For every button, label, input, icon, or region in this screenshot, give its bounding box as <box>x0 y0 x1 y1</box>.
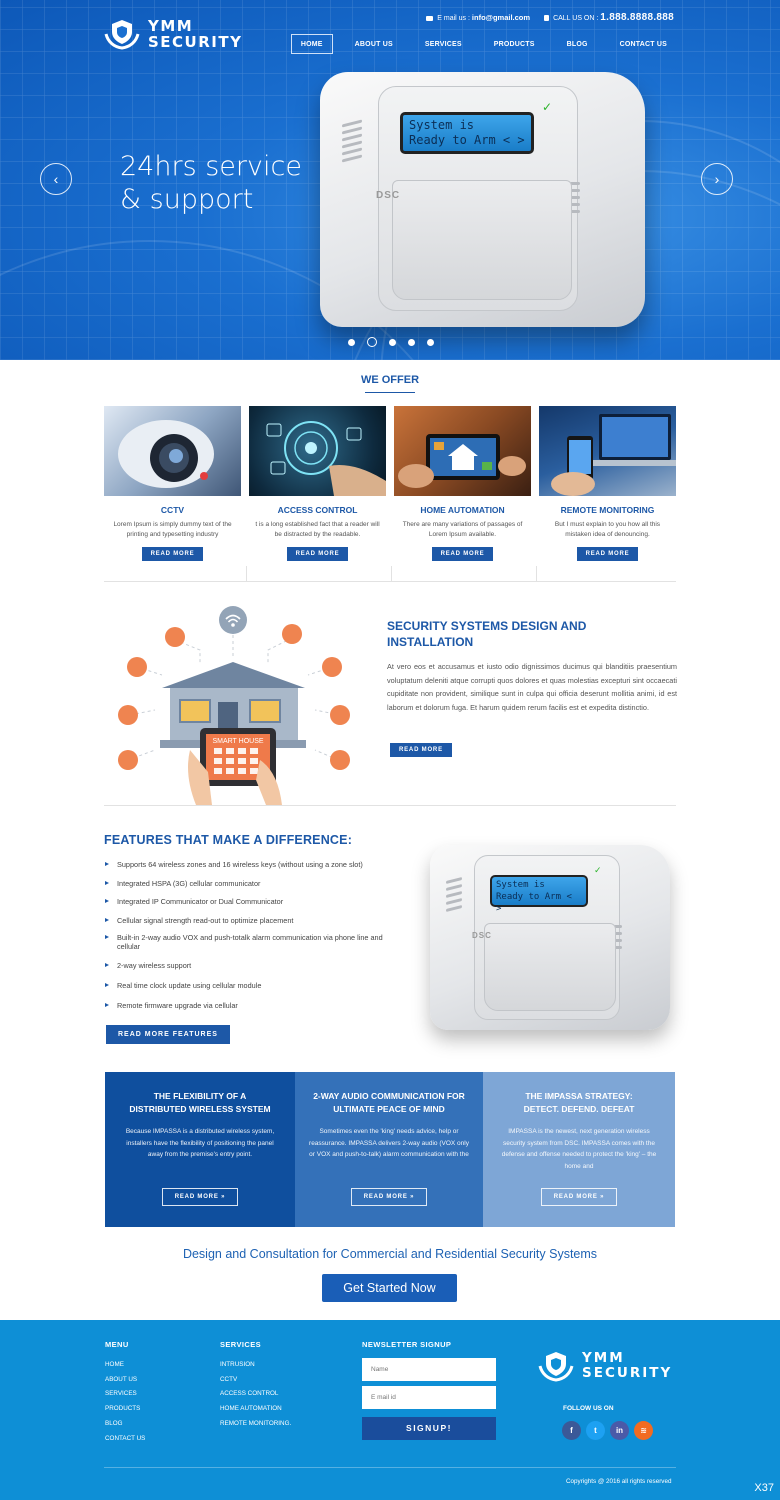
slider-next-button[interactable] <box>701 163 733 195</box>
features-title: FEATURES THAT MAKE A DIFFERENCE: <box>104 833 353 847</box>
hero-banner <box>0 0 780 360</box>
nav-contact[interactable]: CONTACT US <box>619 41 667 48</box>
column-text: Because IMPASSA is a distributed wireless system, installers have the flexibility of positioning the panel away from the premise's entry point. <box>125 1128 275 1158</box>
offer-title: REMOTE MONITORING <box>560 505 655 515</box>
slider-dots <box>348 337 434 347</box>
slider-dot[interactable] <box>348 339 355 346</box>
feature-item: Integrated HSPA (3G) cellular communicator <box>104 879 394 898</box>
access-control-image[interactable] <box>249 406 386 496</box>
newsletter-name-input[interactable] <box>362 1358 496 1381</box>
offer-text: t is a long established fact that a reader will be distracted by the readable. <box>255 521 380 538</box>
footer-menu <box>105 1340 145 1446</box>
corner-code: X37 <box>754 1482 774 1494</box>
offer-text: There are many variations of passages of Lorem Ipsum available. <box>402 521 523 538</box>
column-read-more-button[interactable]: READ MORE » <box>351 1188 427 1206</box>
footer-services-title: SERVICES <box>220 1340 261 1349</box>
site-logo[interactable]: YMM SECURITY <box>104 18 242 50</box>
newsletter-title: NEWSLETTER SIGNUP <box>362 1340 452 1349</box>
rss-icon[interactable]: ≋ <box>634 1421 653 1440</box>
footer-link-services[interactable]: SERVICES <box>105 1390 137 1398</box>
footer-link-access-control[interactable]: ACCESS CONTROL <box>220 1390 279 1398</box>
offer-text: Lorem Ipsum is simply dummy text of the printing and typesetting industry <box>113 521 232 538</box>
signup-button[interactable]: SIGNUP! <box>362 1417 496 1440</box>
envelope-icon <box>426 16 433 21</box>
home-automation-image[interactable] <box>394 406 531 496</box>
footer-link-products[interactable]: PRODUCTS <box>105 1405 141 1413</box>
divider <box>104 566 676 582</box>
feature-item: 2-way wireless support <box>104 961 394 982</box>
column-read-more-button[interactable]: READ MORE » <box>541 1188 617 1206</box>
offer-title: HOME AUTOMATION <box>420 505 505 515</box>
footer-link-intrusion[interactable]: INTRUSION <box>220 1361 255 1368</box>
footer-logo[interactable]: YMM SECURITY <box>538 1350 672 1382</box>
column-text: Sometimes even the 'king' needs advice, help or reassurance. IMPASSA delivers 2-way audio (VOX only or VOX and push-to-talk) alarm communication with the <box>309 1128 469 1158</box>
offer-title: CCTV <box>160 505 185 515</box>
email-link[interactable]: info@gmail.com <box>471 13 531 22</box>
design-title: SECURITY SYSTEMS DESIGN AND INSTALLATION <box>387 619 587 649</box>
footer-link-cctv[interactable]: CCTV <box>220 1375 238 1383</box>
feature-item: Cellular signal strength read-out to optimize placement <box>104 916 394 933</box>
twitter-icon[interactable]: t <box>586 1421 605 1440</box>
linkedin-icon[interactable]: in <box>610 1421 629 1440</box>
nav-blog[interactable]: BLOG <box>566 41 588 48</box>
offer-title: ACCESS CONTROL <box>277 505 358 515</box>
device-brand-label: DSC <box>472 931 492 940</box>
phone-icon <box>544 15 549 21</box>
info-column-strategy <box>483 1072 675 1227</box>
remote-monitoring-image[interactable] <box>539 406 676 496</box>
footer-services <box>220 1340 291 1432</box>
copyright-text: Copyrights @ 2016 all rights reserved <box>566 1478 672 1485</box>
hero-headline: 24hrs service & support <box>120 151 302 215</box>
footer-link-blog[interactable]: BLOG <box>105 1419 123 1427</box>
nav-products[interactable]: PRODUCTS <box>493 41 535 48</box>
cctv-image[interactable] <box>104 406 241 496</box>
nav-about[interactable]: ABOUT US <box>354 41 393 48</box>
column-title: 2-WAY AUDIO COMMUNICATION FOR ULTIMATE PEACE OF MIND <box>313 1091 465 1114</box>
screen-line-1: System is <box>409 118 475 132</box>
cta-text: Design and Consultation for Commercial and Residential Security Systems <box>182 1247 598 1261</box>
column-title: THE IMPASSA STRATEGY: DETECT. DEFEND. DEFEAT <box>523 1091 635 1114</box>
smart-house-illustration <box>100 600 375 805</box>
nav-services[interactable]: SERVICES <box>424 41 462 48</box>
screen-line-2: Ready to Arm < > <box>409 133 525 147</box>
design-text: At vero eos et accusamus et iusto odio dignissimos ducimus qui blanditiis praesentium voluptatum deleniti atque corrupti quos dolores et quas molestias excepturi sint occaecati cupiditate non provident, similique sunt in culpa qui officia deserunt mollitia animi, id est laborum et dolorum fuga. Et harum quidem rerum facilis est et expedita distinctio. <box>387 662 677 712</box>
footer <box>0 1320 780 1500</box>
footer-link-contact[interactable]: CONTACT US <box>105 1434 146 1442</box>
info-column-flexibility <box>105 1072 295 1227</box>
get-started-button[interactable]: Get Started Now <box>322 1274 457 1302</box>
phone-number[interactable]: 1.888.8888.888 <box>600 12 674 23</box>
offer-card-home-automation <box>394 406 531 561</box>
info-column-audio <box>295 1072 483 1227</box>
offer-card-remote-monitoring <box>539 406 676 561</box>
read-more-button[interactable]: READ MORE <box>577 547 639 561</box>
footer-link-about[interactable]: ABOUT US <box>105 1375 138 1383</box>
divider <box>104 1467 676 1468</box>
footer-link-remote-monitoring[interactable]: REMOTE MONITORING. <box>220 1419 292 1427</box>
column-read-more-button[interactable]: READ MORE » <box>162 1188 238 1206</box>
alarm-panel-image <box>430 845 670 1030</box>
feature-item: Built-in 2-way audio VOX and push-totalk alarm communication via phone line and cellular <box>104 933 394 961</box>
checkmark-icon: ✓ <box>542 100 553 114</box>
screen-line-1: System is <box>496 880 545 890</box>
design-read-more-button[interactable]: READ MORE <box>390 743 452 757</box>
svg-text:SMART HOUSE: SMART HOUSE <box>212 738 264 745</box>
feature-item: Integrated IP Communicator or Dual Communicator <box>104 897 394 916</box>
social-icons <box>562 1421 653 1440</box>
feature-item: Supports 64 wireless zones and 16 wireless keys (without using a zone slot) <box>104 860 394 879</box>
divider <box>104 805 676 806</box>
column-title: THE FLEXIBILITY OF A DISTRIBUTED WIRELESS SYSTEM <box>129 1091 271 1114</box>
device-brand-label: DSC <box>376 190 401 201</box>
footer-link-home-automation[interactable]: HOME AUTOMATION <box>220 1405 282 1413</box>
facebook-icon[interactable]: f <box>562 1421 581 1440</box>
screen-line-2: Ready to Arm < > <box>496 892 572 914</box>
features-list <box>104 860 394 1019</box>
offer-card-access-control <box>249 406 386 561</box>
alarm-panel-image <box>320 72 645 327</box>
slider-dot[interactable] <box>427 339 434 346</box>
shield-hands-icon <box>538 1350 574 1382</box>
slider-dot[interactable] <box>408 339 415 346</box>
column-text: IMPASSA is the newest, next generation wireless security system from DSC. IMPASSA comes with the defense and offense needed to protect the 'king' – the home and <box>501 1128 657 1170</box>
read-more-button[interactable]: READ MORE <box>432 547 494 561</box>
slider-prev-button[interactable] <box>40 163 72 195</box>
newsletter-email-input[interactable] <box>362 1386 496 1409</box>
read-more-features-button[interactable]: READ MORE FEATURES <box>106 1025 230 1044</box>
read-more-button[interactable]: READ MORE <box>287 547 349 561</box>
read-more-button[interactable]: READ MORE <box>142 547 204 561</box>
chevron-left-icon: ‹ <box>53 171 59 187</box>
feature-item: Real time clock update using cellular module <box>104 981 394 1001</box>
footer-menu-title: MENU <box>105 1340 129 1349</box>
feature-item: Remote firmware upgrade via cellular <box>104 1001 394 1019</box>
newsletter-form <box>362 1340 496 1440</box>
footer-link-home[interactable]: HOME <box>105 1361 124 1368</box>
shield-hands-icon <box>104 18 140 50</box>
follow-us-label: FOLLOW US ON <box>563 1405 614 1412</box>
slider-dot[interactable] <box>389 339 396 346</box>
chevron-right-icon: › <box>714 171 720 187</box>
slider-dot-active[interactable] <box>367 337 377 347</box>
offer-text: But I must explain to you how all this mistaken idea of denouncing. <box>554 521 661 538</box>
top-contact-bar: E mail us : info@gmail.com CALL US ON : 1.888.8888.888 <box>426 12 674 23</box>
section-title-we-offer: WE OFFER <box>0 374 780 393</box>
checkmark-icon: ✓ <box>594 865 602 875</box>
offer-card-cctv <box>104 406 241 561</box>
main-nav <box>291 34 677 54</box>
nav-home[interactable]: HOME <box>291 34 333 54</box>
